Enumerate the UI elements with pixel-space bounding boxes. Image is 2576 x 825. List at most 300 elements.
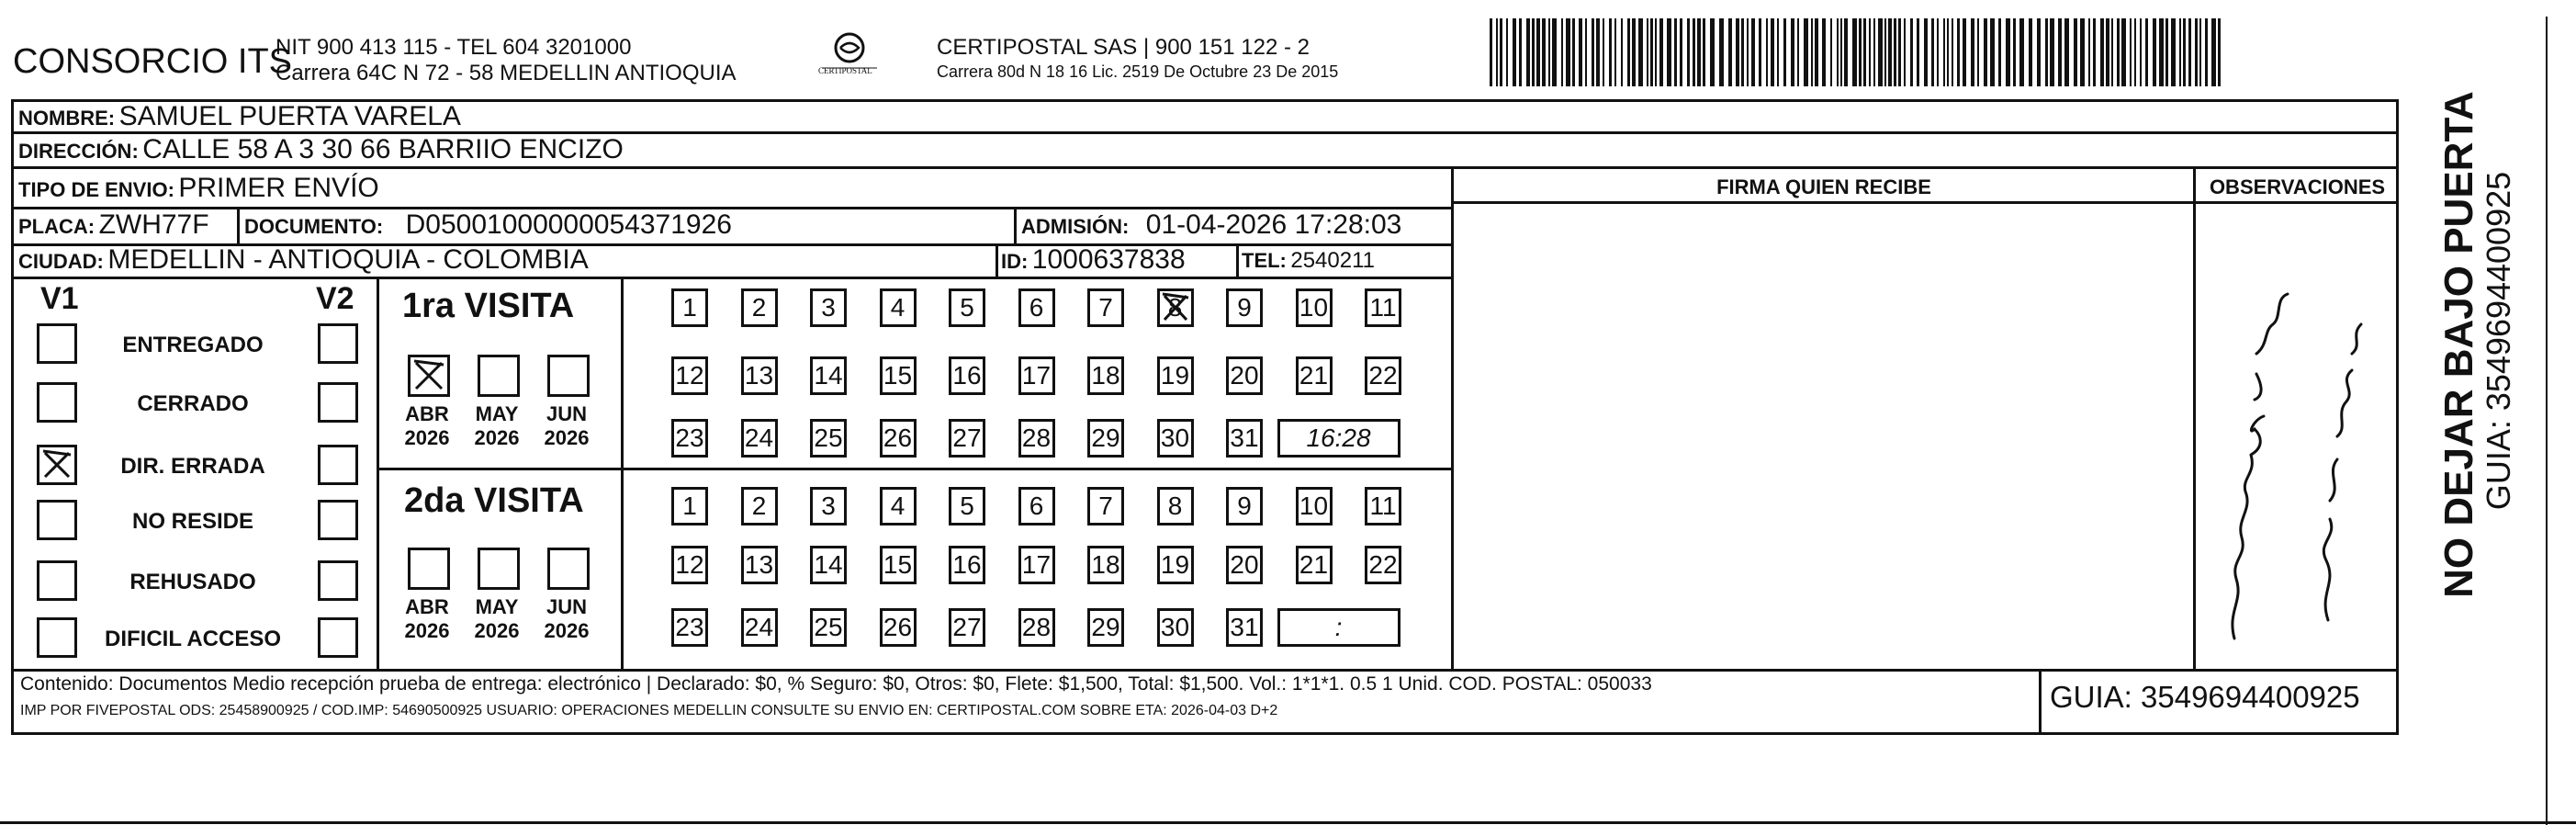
day-box[interactable]: [1365, 288, 1401, 327]
status-v1-checkbox[interactable]: [37, 382, 77, 423]
barcode-bar: [1609, 18, 1612, 86]
divider-placa: [237, 207, 240, 243]
day-box[interactable]: [1157, 487, 1194, 526]
divider-status: [377, 277, 379, 669]
day-box[interactable]: [1157, 608, 1194, 647]
barcode-bar: [1741, 18, 1744, 86]
day-number: 13: [744, 361, 774, 390]
status-v1-checkbox[interactable]: [37, 500, 77, 540]
day-box[interactable]: [1226, 608, 1263, 647]
day-number: 17: [1021, 361, 1052, 390]
day-number: 17: [1021, 550, 1052, 579]
barcode-bar: [1659, 18, 1663, 86]
day-box[interactable]: [741, 419, 778, 458]
barcode-bar: [1917, 18, 1919, 86]
barcode-bar: [1519, 18, 1522, 86]
day-number: 2: [751, 492, 767, 520]
carrier-name: CERTIPOSTAL SAS | 900 151 122 - 2: [937, 35, 1310, 60]
carrier-license: Carrera 80d N 18 16 Lic. 2519 De Octubre 23 De 2015: [937, 62, 1339, 81]
day-box[interactable]: [741, 288, 778, 327]
day-box[interactable]: [741, 487, 778, 526]
observaciones-handwriting: [2199, 207, 2392, 666]
firma-header-line: [1451, 201, 2399, 204]
tel-label: TEL:: [1242, 249, 1287, 272]
month-year: 2026: [474, 619, 520, 642]
day-number: 5: [960, 492, 974, 520]
day-number: 8: [1167, 492, 1183, 520]
barcode-bar: [1837, 18, 1839, 86]
month-name: MAY: [475, 402, 519, 425]
barcode-bar: [2088, 18, 2090, 86]
day-box[interactable]: [949, 546, 985, 584]
barcode-bar: [1830, 18, 1832, 86]
outer-edge-right: [2546, 17, 2548, 825]
day-box[interactable]: [1087, 288, 1124, 327]
day-box[interactable]: [810, 356, 847, 395]
admision-row: [1021, 209, 1401, 241]
day-number: 18: [1091, 361, 1120, 390]
time-box[interactable]: [1277, 419, 1400, 458]
barcode-bar: [1532, 18, 1535, 86]
month-checkbox[interactable]: [478, 548, 520, 590]
day-number: 8: [1167, 293, 1183, 322]
logo-text: CERTIPOSTAL: [818, 66, 872, 75]
day-number: 25: [814, 424, 843, 452]
barcode-bar: [1513, 18, 1516, 86]
barcode-bar: [2045, 18, 2048, 86]
month-year: 2026: [404, 619, 450, 642]
time-value: :: [1334, 613, 1343, 641]
divider-tel: [1236, 243, 1239, 277]
barcode-bar: [2140, 18, 2142, 86]
barcode-bar: [2145, 18, 2148, 86]
day-box[interactable]: [1087, 608, 1124, 647]
day-number: 24: [744, 424, 774, 452]
barcode-bar: [2153, 18, 2156, 86]
day-box[interactable]: [741, 356, 778, 395]
direccion-value: CALLE 58 A 3 30 66 BARRIIO ENCIZO: [142, 134, 624, 164]
day-number: 19: [1160, 361, 1190, 390]
outer-edge-bottom: [0, 821, 2576, 824]
day-box[interactable]: [949, 487, 985, 526]
barcode-bar: [1990, 18, 1995, 86]
barcode-bar: [1878, 18, 1883, 86]
day-box[interactable]: [880, 288, 917, 327]
day-box[interactable]: [810, 608, 847, 647]
barcode-bar: [1898, 18, 1901, 86]
day-number: 23: [675, 613, 704, 641]
day-number: 30: [1160, 424, 1190, 452]
barcode-bar: [2171, 18, 2176, 86]
day-number: 29: [1091, 613, 1120, 641]
day-number: 12: [675, 361, 704, 390]
day-number: 10: [1299, 293, 1329, 322]
visit-divider: [377, 468, 1453, 470]
tipo-row: [18, 173, 379, 204]
day-number: 31: [1230, 613, 1259, 641]
day-box[interactable]: [949, 608, 985, 647]
row-line-5: [11, 277, 1453, 279]
barcode-bar: [1667, 18, 1671, 86]
day-number: 6: [1029, 293, 1044, 322]
barcode: [1490, 18, 2224, 86]
month-year: 2026: [404, 426, 450, 449]
barcode-bar: [2013, 18, 2016, 86]
month-label: [395, 402, 459, 450]
barcode-bar: [2134, 18, 2136, 86]
day-box[interactable]: [1018, 487, 1055, 526]
day-number: 9: [1237, 293, 1252, 322]
barcode-bar: [1998, 18, 2001, 86]
day-box[interactable]: [1226, 419, 1263, 458]
firma-header: FIRMA QUIEN RECIBE: [1716, 175, 1931, 198]
barcode-bar: [2117, 18, 2120, 86]
nombre-row: [18, 101, 461, 132]
day-box[interactable]: [880, 487, 917, 526]
day-number: 26: [883, 613, 913, 641]
time-box[interactable]: [1277, 608, 1400, 647]
ciudad-value: MEDELLIN - ANTIOQUIA - COLOMBIA: [107, 244, 589, 275]
month-name: JUN: [546, 595, 587, 618]
id-row: [1001, 244, 1186, 276]
status-v2-checkbox[interactable]: [318, 323, 358, 364]
day-box[interactable]: [810, 546, 847, 584]
month-name: ABR: [405, 402, 449, 425]
month-checkbox[interactable]: [408, 355, 450, 397]
barcode-bar: [1947, 18, 1949, 86]
day-number: 11: [1369, 492, 1397, 520]
barcode-bar: [1751, 18, 1755, 86]
direccion-row: [18, 134, 624, 165]
barcode-bar: [2111, 18, 2113, 86]
barcode-bar: [2130, 18, 2132, 86]
barcode-bar: [2159, 18, 2164, 86]
month-checkbox[interactable]: [408, 548, 450, 590]
company-address: Carrera 64C N 72 - 58 MEDELLIN ANTIOQUIA: [276, 61, 737, 85]
day-number: 1: [682, 293, 697, 322]
divider-id: [996, 243, 998, 277]
tipo-label: TIPO DE ENVIO:: [18, 178, 174, 201]
day-number: 9: [1237, 492, 1252, 520]
month-label: [534, 595, 599, 643]
day-box[interactable]: [671, 288, 708, 327]
day-box[interactable]: [1226, 288, 1263, 327]
barcode-bar: [2183, 18, 2186, 86]
day-box[interactable]: [1087, 356, 1124, 395]
direccion-label: DIRECCIÓN:: [18, 140, 139, 163]
barcode-bar: [1710, 18, 1715, 86]
status-v1-checkbox[interactable]: [37, 445, 77, 485]
day-box[interactable]: [1087, 419, 1124, 458]
v1-label: V1: [40, 281, 79, 316]
barcode-bar: [1674, 18, 1677, 86]
barcode-bar: [1650, 18, 1653, 86]
month-name: MAY: [475, 595, 519, 618]
barcode-bar: [2074, 18, 2077, 86]
status-v2-checkbox[interactable]: [318, 445, 358, 485]
month-checkbox[interactable]: [478, 355, 520, 397]
barcode-bar: [1783, 18, 1786, 86]
placa-row: [18, 209, 209, 241]
tipo-value: PRIMER ENVÍO: [178, 173, 379, 203]
status-v2-checkbox[interactable]: [318, 382, 358, 423]
barcode-bar: [1815, 18, 1818, 86]
day-number: 25: [814, 613, 843, 641]
status-v1-checkbox[interactable]: [37, 323, 77, 364]
barcode-bar: [1572, 18, 1575, 86]
barcode-bar: [1552, 18, 1557, 86]
day-number: 7: [1098, 293, 1113, 322]
barcode-bar: [1719, 18, 1724, 86]
day-number: 1: [682, 492, 697, 520]
day-x-mark: [1157, 288, 1194, 325]
barcode-bar: [1596, 18, 1600, 86]
barcode-bar: [1884, 18, 1886, 86]
day-box[interactable]: [1226, 546, 1263, 584]
day-number: 27: [952, 613, 982, 641]
day-number: 20: [1230, 361, 1259, 390]
barcode-bar: [1647, 18, 1648, 86]
barcode-bar: [1924, 18, 1928, 86]
placa-value: ZWH77F: [98, 209, 209, 240]
barcode-bar: [2179, 18, 2181, 86]
check-x-mark: [39, 447, 76, 484]
documento-value: D05001000000054371926: [405, 209, 732, 240]
day-box[interactable]: [949, 356, 985, 395]
day-box[interactable]: [1157, 546, 1194, 584]
barcode-bar: [1747, 18, 1749, 86]
barcode-bar: [1566, 18, 1570, 86]
day-box[interactable]: [1018, 608, 1055, 647]
check-x-mark: [411, 357, 449, 396]
day-box[interactable]: [671, 419, 708, 458]
day-box[interactable]: [1226, 356, 1263, 395]
day-box[interactable]: [810, 419, 847, 458]
barcode-bar: [1904, 18, 1906, 86]
day-number: 4: [890, 492, 906, 520]
day-box[interactable]: [949, 419, 985, 458]
day-number: 14: [814, 361, 843, 390]
barcode-bar: [2195, 18, 2198, 86]
company-nit: NIT 900 413 115 - TEL 604 3201000: [276, 35, 632, 60]
side-warning: NO DEJAR BAJO PUERTA: [2436, 91, 2481, 598]
barcode-bar: [1844, 18, 1848, 86]
visit1-title: 1ra VISITA: [402, 287, 575, 325]
day-number: 16: [952, 550, 982, 579]
status-label: REHUSADO: [129, 570, 256, 594]
day-number: 3: [821, 293, 836, 322]
day-box[interactable]: [1087, 546, 1124, 584]
day-number: 28: [1021, 424, 1052, 452]
barcode-bar: [2165, 18, 2168, 86]
barcode-bar: [1859, 18, 1862, 86]
day-number: 30: [1160, 613, 1190, 641]
day-box[interactable]: [671, 546, 708, 584]
id-value: 1000637838: [1031, 244, 1186, 275]
barcode-bar: [2050, 18, 2054, 86]
barcode-bar: [1548, 18, 1550, 86]
month-year: 2026: [544, 619, 590, 642]
day-number: 27: [952, 424, 982, 452]
barcode-bar: [1984, 18, 1987, 86]
barcode-bar: [1963, 18, 1966, 86]
barcode-bar: [2093, 18, 2096, 86]
status-label: ENTREGADO: [122, 333, 264, 357]
row-line-2: [11, 166, 2399, 169]
day-box[interactable]: [1018, 419, 1055, 458]
day-box[interactable]: [1296, 546, 1333, 584]
footer-guia: GUIA: 3549694400925: [2050, 680, 2360, 714]
barcode-bar: [2211, 18, 2216, 86]
day-number: 18: [1091, 550, 1120, 579]
footer-content: Contenido: Documentos Medio recepción prueba de entrega: electrónico | Declarado: $0, % Seguro: $0, Otros: $0, Flete: $1,500, Total: $1,500. Vol.: 1*1*1. 0.5 1 Unid. COD. POSTAL: 050033: [20, 673, 1652, 695]
status-v2-checkbox[interactable]: [318, 617, 358, 658]
divider-admision: [1014, 207, 1017, 243]
day-number: 13: [744, 550, 774, 579]
day-box[interactable]: [1365, 546, 1401, 584]
barcode-bar: [1579, 18, 1582, 86]
barcode-bar: [1822, 18, 1826, 86]
barcode-bar: [1561, 18, 1563, 86]
day-box[interactable]: [810, 487, 847, 526]
day-number: 4: [890, 293, 906, 322]
certipostal-logo: [813, 31, 886, 83]
time-value: 16:28: [1306, 424, 1371, 452]
day-box[interactable]: [1018, 546, 1055, 584]
documento-label: DOCUMENTO:: [244, 215, 384, 238]
month-checkbox[interactable]: [547, 355, 590, 397]
month-checkbox[interactable]: [547, 548, 590, 590]
barcode-bar: [2058, 18, 2062, 86]
status-label: NO RESIDE: [131, 509, 254, 534]
company-name: CONSORCIO ITS: [13, 42, 293, 81]
footer-imp: IMP POR FIVEPOSTAL ODS: 25458900925 / COD.IMP: 54690500925 USUARIO: OPERACIONES MEDELLIN CONSULTE SU ENVIO EN: CERTIPOSTAL.COM SOBRE ETA: 2026-04-03 D+2: [20, 703, 1278, 718]
barcode-bar: [2205, 18, 2208, 86]
barcode-bar: [2199, 18, 2201, 86]
barcode-bar: [1592, 18, 1594, 86]
barcode-bar: [1869, 18, 1871, 86]
admision-label: ADMISIÓN:: [1021, 215, 1130, 238]
side-text: [2411, 91, 2517, 643]
day-box[interactable]: [1296, 356, 1333, 395]
ciudad-label: CIUDAD:: [18, 250, 104, 273]
barcode-bar: [1971, 18, 1974, 86]
side-guia: GUIA: 3549694400925: [2480, 171, 2517, 511]
day-box[interactable]: [880, 608, 917, 647]
barcode-bar: [1500, 18, 1502, 86]
divider-obs: [2193, 166, 2196, 669]
day-number: 15: [883, 550, 913, 579]
divider-firma: [1451, 166, 1454, 669]
observaciones-header: OBSERVACIONES: [2209, 175, 2386, 198]
barcode-bar: [1888, 18, 1892, 86]
day-box[interactable]: [880, 419, 917, 458]
day-box[interactable]: [1157, 356, 1194, 395]
barcode-bar: [2121, 18, 2126, 86]
status-label: DIFICIL ACCESO: [104, 627, 281, 651]
barcode-bar: [2064, 18, 2069, 86]
day-box[interactable]: [671, 487, 708, 526]
day-number: 3: [821, 492, 836, 520]
barcode-bar: [1697, 18, 1701, 86]
day-box[interactable]: [1365, 487, 1401, 526]
barcode-bar: [1542, 18, 1546, 86]
day-box[interactable]: [1018, 288, 1055, 327]
status-label: DIR. ERRADA: [120, 454, 265, 479]
day-number: 7: [1098, 492, 1113, 520]
barcode-bar: [1957, 18, 1960, 86]
status-v1-checkbox[interactable]: [37, 560, 77, 601]
barcode-bar: [1526, 18, 1530, 86]
day-box[interactable]: [671, 356, 708, 395]
day-number: 29: [1091, 424, 1120, 452]
day-box[interactable]: [671, 608, 708, 647]
day-number: 26: [883, 424, 913, 452]
day-box[interactable]: [1157, 288, 1194, 327]
day-number: 6: [1029, 492, 1044, 520]
month-label: [465, 595, 529, 643]
month-year: 2026: [544, 426, 590, 449]
day-box[interactable]: [1087, 487, 1124, 526]
day-box[interactable]: [1365, 356, 1401, 395]
barcode-bar: [1811, 18, 1813, 86]
divider-footer-guia: [2039, 669, 2042, 735]
barcode-bar: [1490, 18, 1492, 86]
barcode-bar: [2188, 18, 2191, 86]
barcode-bar: [1585, 18, 1587, 86]
barcode-bar: [1728, 18, 1732, 86]
day-box[interactable]: [1226, 487, 1263, 526]
day-number: 31: [1230, 424, 1259, 452]
day-number: 24: [744, 613, 774, 641]
day-box[interactable]: [741, 546, 778, 584]
barcode-bar: [2080, 18, 2085, 86]
day-box[interactable]: [1296, 288, 1333, 327]
status-v2-checkbox[interactable]: [318, 500, 358, 540]
barcode-bar: [1614, 18, 1616, 86]
barcode-bar: [1687, 18, 1690, 86]
day-box[interactable]: [949, 288, 985, 327]
day-box[interactable]: [1296, 487, 1333, 526]
barcode-bar: [1977, 18, 1979, 86]
month-name: ABR: [405, 595, 449, 618]
barcode-bar: [1952, 18, 1953, 86]
barcode-bar: [1894, 18, 1896, 86]
month-year: 2026: [474, 426, 520, 449]
day-box[interactable]: [1018, 356, 1055, 395]
day-number: 19: [1160, 550, 1190, 579]
day-box[interactable]: [1157, 419, 1194, 458]
day-box[interactable]: [810, 288, 847, 327]
day-box[interactable]: [741, 608, 778, 647]
status-v1-checkbox[interactable]: [37, 617, 77, 658]
status-v2-checkbox[interactable]: [318, 560, 358, 601]
month-name: JUN: [546, 402, 587, 425]
month-label: [395, 595, 459, 643]
barcode-bar: [2029, 18, 2032, 86]
day-number: 22: [1368, 361, 1398, 390]
barcode-bar: [2019, 18, 2024, 86]
day-number: 11: [1369, 293, 1397, 322]
tel-row: [1242, 248, 1375, 274]
day-box[interactable]: [880, 356, 917, 395]
day-number: 28: [1021, 613, 1052, 641]
barcode-bar: [1937, 18, 1939, 86]
day-box[interactable]: [880, 546, 917, 584]
day-number: 21: [1299, 361, 1329, 390]
barcode-bar: [1496, 18, 1498, 86]
barcode-bar: [1603, 18, 1604, 86]
